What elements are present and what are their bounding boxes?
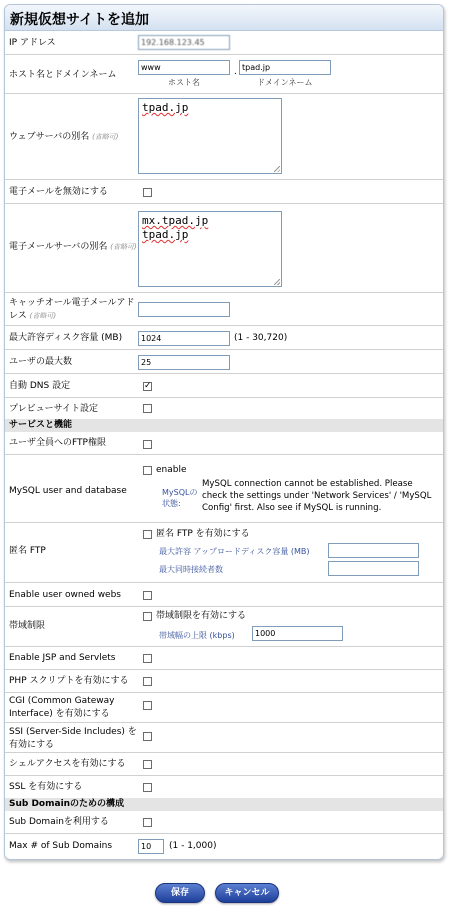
cgi-label: CGI (Common Gateway Interface) を有効にする [9, 696, 115, 719]
anon-ftp-enable-label: 匿名 FTP を有効にする [156, 529, 250, 539]
anon-ftp-checkbox[interactable] [143, 530, 152, 539]
max-subdomains-row [5, 834, 444, 858]
bandwidth-label: 帯域制限 [9, 621, 46, 631]
subdomain-section-header: Sub Domainのための構成 [5, 798, 444, 811]
bandwidth-checkbox[interactable] [143, 612, 152, 621]
users-label: ユーザの最大数 [9, 357, 73, 367]
mysql-label: MySQL user and database [9, 486, 127, 496]
bandwidth-enable-label: 帯域制限を有効にする [156, 611, 247, 621]
ftp-all-checkbox[interactable] [143, 440, 152, 449]
bandwidth-limit-input[interactable]: 1000 [252, 626, 343, 641]
ssi-label: SSI (Server-Side Includes) を有効にする [9, 727, 137, 750]
user-webs-label: Enable user owned webs [9, 590, 121, 600]
bandwidth-limit-label: 帯域幅の上限 (kbps) [159, 631, 235, 640]
disable-mail-label: 電子メールを無効にする [9, 187, 108, 197]
jsp-label: Enable JSP and Servlets [9, 653, 116, 663]
disk-row [5, 326, 444, 350]
mail-alias-label: 電子メールサーバの別名 (省略可) [9, 242, 137, 252]
mail-alias-textarea[interactable] [138, 211, 282, 287]
mysql-checkbox[interactable] [143, 466, 152, 475]
host-row [5, 55, 444, 94]
preview-row [5, 398, 444, 419]
mysql-status-label: MySQLの状態: [162, 488, 198, 508]
disable-mail-row [5, 180, 444, 204]
hostname-input[interactable]: www [138, 60, 230, 75]
php-label: PHP スクリプトを有効にする [9, 676, 129, 686]
save-button[interactable]: 保存 [155, 883, 205, 903]
cgi-checkbox[interactable] [143, 701, 152, 710]
use-subdomain-label: Sub Domainを利用する [9, 817, 109, 827]
mysql-row [5, 455, 444, 523]
php-checkbox[interactable] [143, 677, 152, 686]
max-subdomains-label: Max # of Sub Domains [9, 841, 113, 851]
ip-label: IP アドレス [9, 38, 56, 48]
max-subdomains-range: (1 - 1,000) [169, 841, 217, 851]
host-caption: ホスト名 [168, 78, 200, 87]
cancel-button[interactable]: キャンセル [215, 883, 279, 903]
disk-quota-input[interactable]: 1024 [138, 331, 230, 346]
disk-label: 最大許容ディスク容量 (MB) [9, 333, 123, 343]
ssi-row [5, 723, 444, 753]
anon-users-input[interactable] [328, 561, 419, 576]
shell-checkbox[interactable] [143, 760, 152, 769]
mysql-status-text: MySQL connection cannot be established. Please check the settings under 'Network Services' / 'MySQL Config' first. Also see if MySQL is running. [202, 479, 432, 513]
title-bar [5, 5, 443, 31]
anon-ftp-row [5, 523, 444, 583]
services-section-header: サービスと機能 [5, 419, 444, 432]
ip-row [5, 31, 444, 55]
max-users-input[interactable]: 25 [138, 355, 230, 370]
host-domain-dot: . [234, 67, 237, 77]
preview-checkbox[interactable] [143, 404, 152, 413]
shell-row [5, 753, 444, 776]
disable-mail-checkbox[interactable] [143, 188, 152, 197]
host-label: ホスト名とドメインネーム [9, 70, 117, 80]
resize-grip-icon[interactable] [274, 279, 280, 285]
shell-label: シェルアクセスを有効にする [9, 759, 126, 769]
web-alias-line: tpad.jp [142, 101, 189, 114]
php-row [5, 670, 444, 693]
ssl-row [5, 776, 444, 798]
anon-users-label: 最大同時接続者数 [159, 565, 223, 574]
ftp-all-label: ユーザ全員へのFTP権限 [9, 438, 106, 448]
ssl-label: SSL を有効にする [9, 782, 83, 792]
mail-alias-line: mx.tpad.jp [142, 214, 209, 227]
user-webs-checkbox[interactable] [143, 591, 152, 600]
catchall-input[interactable] [138, 302, 230, 317]
web-alias-label: ウェブサーバの別名 (省略可) [9, 132, 119, 142]
anon-ftp-label: 匿名 FTP [9, 546, 46, 556]
preview-label: プレビューサイト設定 [9, 404, 99, 414]
ftp-all-row [5, 432, 444, 455]
anon-disk-input[interactable] [328, 543, 419, 558]
cgi-row [5, 693, 444, 723]
mail-alias-line: tpad.jp [142, 228, 189, 241]
ssl-checkbox[interactable] [143, 783, 152, 792]
max-subdomains-input[interactable]: 10 [138, 839, 164, 854]
page-title: 新規仮想サイトを追加 [10, 12, 150, 28]
web-alias-row [5, 94, 444, 180]
mysql-enable-label: enable [156, 465, 187, 475]
bandwidth-row [5, 607, 444, 647]
user-webs-row [5, 583, 444, 607]
add-virtual-site-panel [4, 4, 444, 860]
jsp-checkbox[interactable] [143, 654, 152, 663]
dns-label: 自動 DNS 設定 [9, 381, 71, 391]
catchall-label: キャッチオール電子メールアドレス (省略可) [9, 298, 135, 321]
users-row [5, 350, 444, 374]
jsp-row [5, 647, 444, 670]
anon-disk-label: 最大許容 アップロードディスク容量 (MB) [159, 547, 310, 556]
domain-input[interactable]: tpad.jp [239, 60, 331, 75]
use-subdomain-row [5, 811, 444, 834]
resize-grip-icon[interactable] [274, 166, 280, 172]
mail-alias-row [5, 204, 444, 293]
disk-range: (1 - 30,720) [234, 333, 288, 343]
domain-caption: ドメインネーム [257, 78, 313, 87]
ip-address-input[interactable]: 192.168.123.45 [138, 35, 230, 50]
catchall-row [5, 293, 444, 326]
ssi-checkbox[interactable] [143, 732, 152, 741]
auto-dns-checkbox[interactable]: ✓ [144, 381, 152, 391]
use-subdomain-checkbox[interactable] [143, 818, 152, 827]
dns-row [5, 374, 444, 398]
web-alias-textarea[interactable] [138, 98, 282, 174]
